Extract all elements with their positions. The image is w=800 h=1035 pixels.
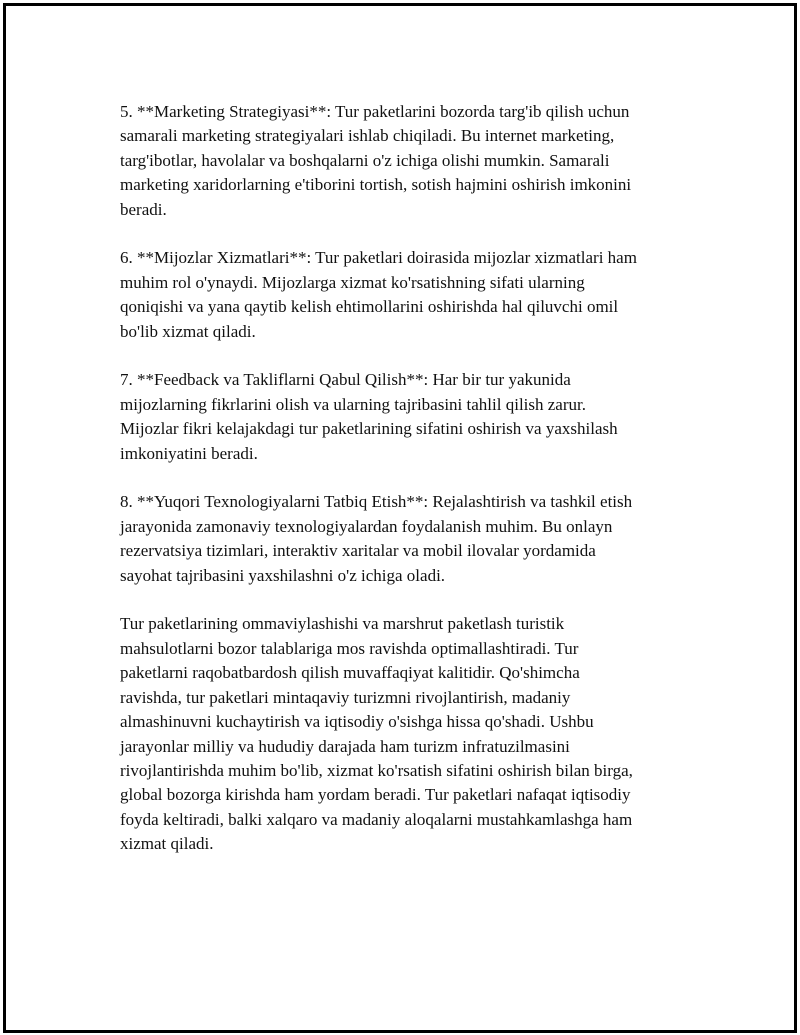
paragraph-marketing-strategy: 5. **Marketing Strategiyasi**: Tur paketlarini bozorda targ'ib qilish uchun samarali marketing strategiyalari ishlab chiqiladi. Bu internet marketing, targ'ibotlar, havolalar va boshqalarni o'z ichiga olishi mumkin. Samarali marketing xaridorlarning e'tiborini tortish, sotish hajmini oshirish imkonini beradi.: [120, 102, 632, 219]
paragraph-feedback: 7. **Feedback va Takliflarni Qabul Qilish**: Har bir tur yakunida mijozlarning fikrlarini olish va ularning tajribasini tahlil qilish zarur. Mijozlar fikri kelajakdagi tur paketlarining sifatini oshirish va yaxshilash imkoniyatini beradi.: [120, 370, 618, 463]
paragraph-conclusion: Tur paketlarining ommaviylashishi va marshrut paketlash turistik mahsulotlarni bozor talablariga mos ravishda optimallashtiradi. Tur paketlarni raqobatbardosh qilish muvaffaqiyat kalitidir. Qo'shimcha ravishda, tur paketlari mintaqaviy turizmni rivojlantirish, madaniy almashinuvni kuchaytirish va iqtisodiy o'sishga hissa qo'shadi. Ushbu jarayonlar milliy va hududiy darajada ham turizm infratuzilmasini rivojlantirishda muhim bo'lib, xizmat ko'rsatish sifatini oshirish bilan birga, global bozorga kirishda ham yordam beradi. Tur paketlari nafaqat iqtisodiy foyda keltiradi, balki xalqaro va madaniy aloqalarni mustahkamlashga ham xizmat qiladi.: [120, 614, 633, 854]
paragraph-customer-services: 6. **Mijozlar Xizmatlari**: Tur paketlari doirasida mijozlar xizmatlari ham muhim rol o'ynaydi. Mijozlarga xizmat ko'rsatishning sifati ularning qoniqishi va yana qaytib kelish ehtimollarini oshirishda hal qiluvchi omil bo'lib xizmat qiladi.: [120, 248, 637, 341]
page-frame: [3, 3, 797, 1033]
document-body: [120, 100, 694, 881]
paragraph-technology: 8. **Yuqori Texnologiyalarni Tatbiq Etish**: Rejalashtirish va tashkil etish jarayonida zamonaviy texnologiyalardan foydalanish muhim. Bu onlayn rezervatsiya tizimlari, interaktiv xaritalar va mobil ilovalar yordamida sayohat tajribasini yaxshilashni o'z ichiga oladi.: [120, 492, 633, 585]
